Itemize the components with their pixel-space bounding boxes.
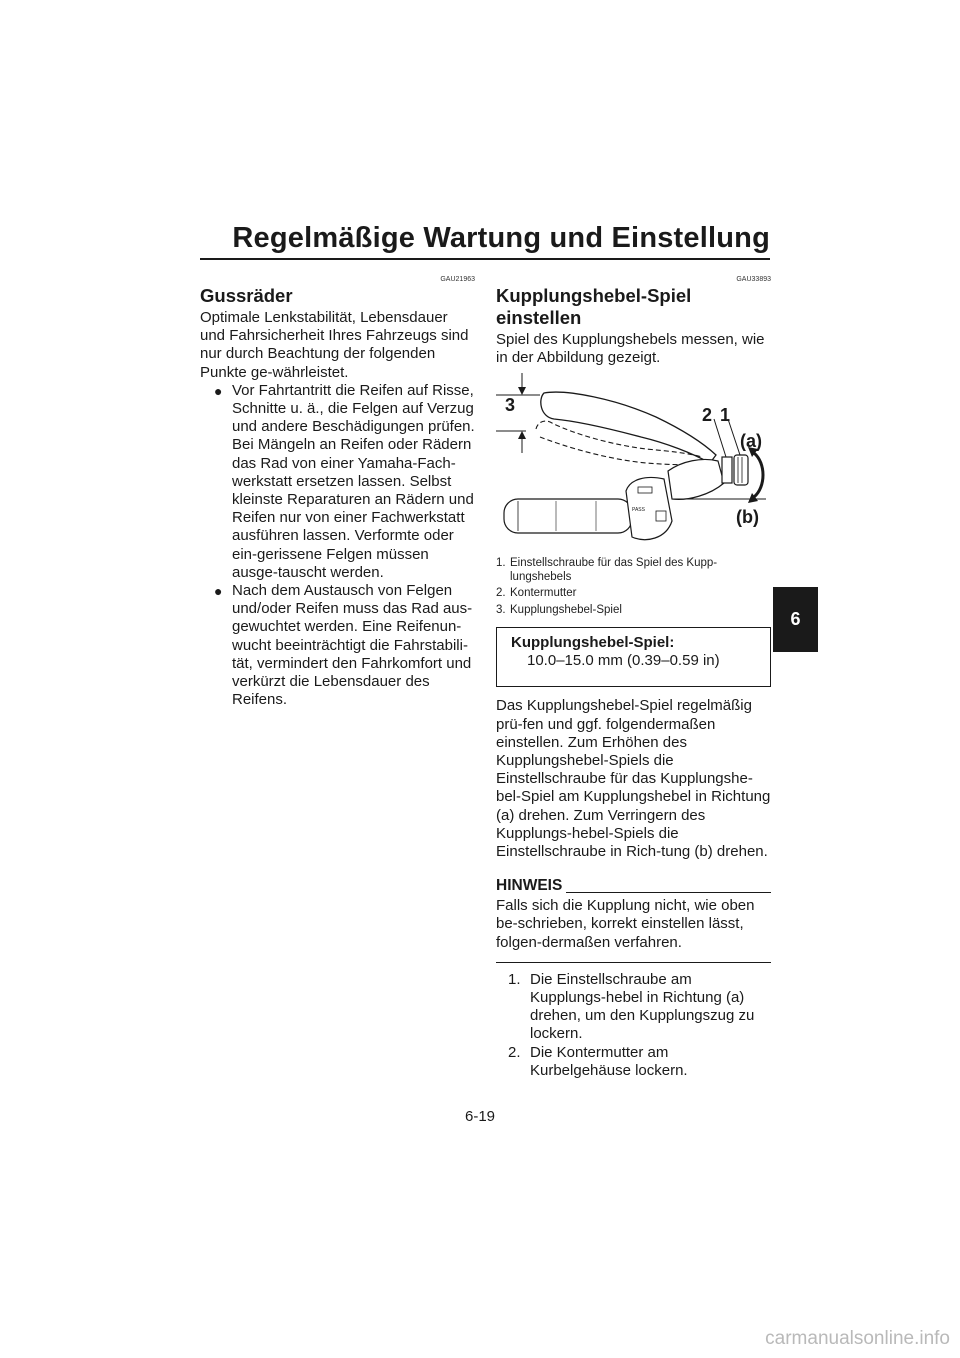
section-intro: Spiel des Kupplungshebels messen, wie in der Abbildung gezeigt.	[496, 331, 765, 367]
figure-label-2: 2	[702, 405, 713, 426]
list-item	[214, 582, 475, 709]
watermark: carmanualsonline.info	[765, 1328, 950, 1349]
left-column	[200, 270, 475, 709]
list-item: 1. Die Einstellschraube am Kupplungs-hebel in Richtung (a) drehen, um den Kupplungszug zu lockern.	[508, 970, 755, 1043]
spec-box	[496, 627, 771, 687]
section-code: GAU33893	[736, 276, 771, 283]
note-end-rule	[496, 962, 771, 963]
section-code: GAU21963	[440, 276, 475, 283]
figure-label-3: 3	[505, 395, 516, 416]
page-number: 6-19	[464, 1108, 496, 1125]
steps-list	[496, 971, 771, 1080]
note-text: Falls sich die Kupplung nicht, wie oben be-schrieben, korrekt einstellen lässt, folgen-dermaßen verfahren.	[496, 897, 755, 951]
right-column	[496, 270, 771, 1080]
bullet-icon: ●	[214, 382, 223, 399]
bullet-list	[200, 382, 475, 710]
legend-item: 2. Kontermutter	[496, 587, 577, 600]
spec-value: 10.0–15.0 mm (0.39–0.59 in)	[527, 652, 720, 670]
figure-label-a: (a)	[740, 431, 762, 452]
legend-item: 3. Kupplungshebel-Spiel	[496, 603, 622, 616]
chapter-tab: 6	[773, 587, 818, 652]
note-rule	[566, 892, 771, 893]
legend-item: 1. Einstellschraube für das Spiel des Kupp-lungshebels	[496, 557, 718, 583]
title-rule	[200, 258, 770, 260]
section-intro: Optimale Lenkstabilität, Lebensdauer und Fahrsicherheit Ihres Fahrzeugs sind nur durch Beachtung der folgenden Punkte ge-währleistet.	[200, 309, 469, 381]
figure-legend	[496, 557, 771, 617]
list-item: 2. Die Kontermutter am Kurbelgehäuse lockern.	[508, 1043, 688, 1079]
section-heading: Kupplungshebel-Spiel einstellen	[496, 285, 692, 328]
bullet-text: Nach dem Austausch von Felgen und/oder Reifen muss das Rad aus-gewuchtet werden. Eine Reifenun-wucht beeinträchtigt die Fahrstabili-tät, vermindert den Fahrkomfort und verkürzt die Lebensdauer des Reifens.	[232, 582, 473, 709]
spec-title: Kupplungshebel-Spiel:	[511, 634, 675, 652]
bullet-icon: ●	[214, 583, 223, 600]
pass-switch-label: PASS	[632, 507, 645, 514]
section-heading: Gussräder	[200, 285, 293, 306]
note-heading	[496, 877, 771, 895]
figure-label-b: (b)	[736, 507, 759, 528]
page-title: Regelmäßige Wartung und Einstellung	[232, 222, 770, 254]
list-item	[214, 382, 475, 582]
clutch-lever-drawing	[496, 371, 771, 551]
clutch-lever-figure	[496, 371, 771, 551]
adjustment-text: Das Kupplungshebel-Spiel regelmäßig prü-fen und ggf. folgendermaßen einstellen. Zum Erhöhen des Kupplungshebel-Spiels die Einstellschraube für das Kupplungshe-bel-Spiel am Kupplungshebel in Richtung (a) drehen. Zum Verringern des Kupplungs-hebel-Spiels die Einstellschraube in Rich-tung (b) drehen.	[496, 697, 771, 861]
figure-label-1: 1	[720, 405, 731, 426]
bullet-text: Vor Fahrtantritt die Reifen auf Risse, Schnitte u. ä., die Felgen auf Verzug und andere Beschädigungen prüfen. Bei Mängeln an Reifen oder Rädern das Rad von einer Yamaha-Fach-werkstatt ersetzen lassen. Selbst kleinste Reparaturen an Rädern und Reifen nur von einer Fachwerkstatt ausführen lassen. Verformte oder ein-gerissene Felgen müssen ausge-tauscht werden.	[232, 381, 475, 581]
note-label: HINWEIS	[496, 877, 563, 895]
